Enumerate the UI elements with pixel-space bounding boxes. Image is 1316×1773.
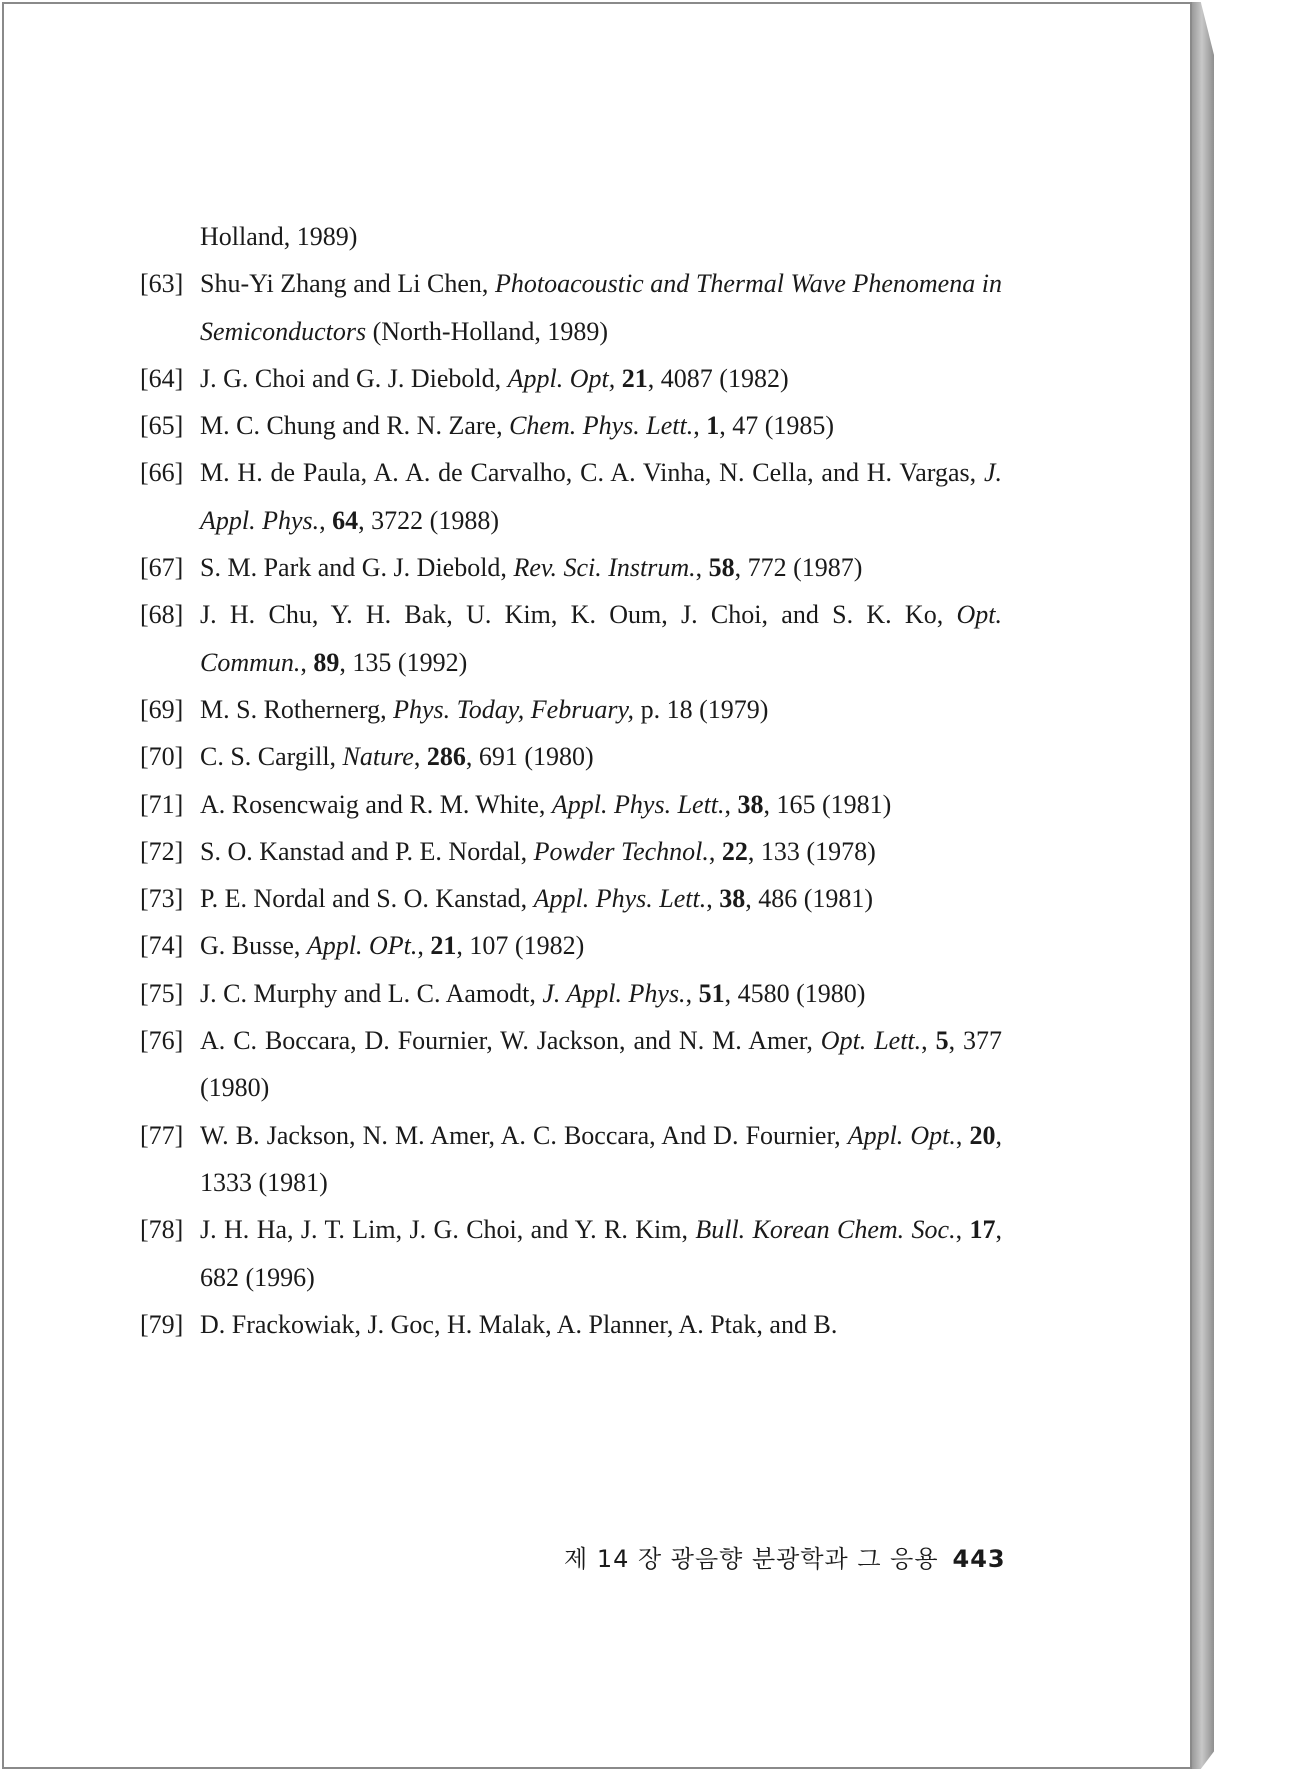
- reference-text: [200, 355, 1002, 402]
- reference-text: [200, 781, 1002, 828]
- reference-segment: D. Frackowiak, J. Goc, H. Malak, A. Planner, A. Ptak, and B.: [200, 1309, 838, 1339]
- reference-segment: (North-Holland, 1989): [366, 316, 608, 346]
- reference-segment: M. S. Rothernerg,: [200, 694, 394, 724]
- reference-text: [200, 828, 1002, 875]
- reference-segment: Shu-Yi Zhang and Li Chen,: [200, 269, 495, 299]
- reference-segment: P. E. Nordal and S. O. Kanstad,: [200, 884, 534, 914]
- reference-text: [200, 686, 1002, 733]
- reference-text: [200, 970, 1002, 1017]
- reference-text: [200, 591, 1002, 686]
- reference-volume: 38: [737, 789, 764, 819]
- reference-entry: [140, 781, 1002, 828]
- reference-segment: ,: [319, 505, 333, 535]
- reference-segment: M. H. de Paula, A. A. de Carvalho, C. A. Vinha, N. Cella, and H. Vargas,: [200, 458, 984, 488]
- reference-segment: , 3722 (1988): [358, 505, 499, 535]
- reference-segment: ,: [685, 978, 699, 1008]
- reference-volume: 20: [969, 1120, 996, 1150]
- reference-number: [69]: [140, 694, 184, 724]
- reference-segment: ,: [955, 1215, 970, 1245]
- reference-number: [78]: [140, 1215, 184, 1245]
- reference-text: [200, 875, 1002, 922]
- reference-entry: [140, 970, 1002, 1017]
- reference-segment: J. H. Ha, J. T. Lim, J. G. Choi, and Y. R. Kim,: [200, 1215, 696, 1245]
- document-page: [2, 2, 1192, 1769]
- page-number: 443: [952, 1545, 1006, 1573]
- reference-segment: S. O. Kanstad and P. E. Nordal,: [200, 836, 534, 866]
- reference-journal: Opt. Commun.: [200, 600, 1002, 677]
- reference-segment: ,: [417, 931, 431, 961]
- reference-text: [200, 544, 1002, 591]
- reference-text: [200, 1206, 1002, 1301]
- reference-number: [64]: [140, 363, 184, 393]
- reference-segment: J. H. Chu, Y. H. Bak, U. Kim, K. Oum, J. Choi, and S. K. Ko,: [200, 600, 957, 630]
- reference-number: [74]: [140, 931, 184, 961]
- reference-number: [75]: [140, 978, 184, 1008]
- reference-volume: 64: [332, 505, 359, 535]
- reference-volume: 58: [708, 553, 735, 583]
- reference-journal: J. Appl. Phys.: [200, 458, 1002, 535]
- reference-journal: Appl. OPt.: [306, 931, 418, 961]
- reference-segment: , 107 (1982): [456, 931, 585, 961]
- reference-volume: 51: [698, 978, 725, 1008]
- reference-text: [200, 402, 1002, 449]
- reference-segment: A. C. Boccara, D. Fournier, W. Jackson, and N. M. Amer,: [200, 1026, 821, 1056]
- reference-segment: Holland, 1989): [200, 222, 358, 251]
- reference-segment: ,: [706, 884, 720, 914]
- reference-number: [70]: [140, 742, 184, 772]
- reference-volume: 22: [721, 836, 748, 866]
- reference-segment: , 165 (1981): [763, 789, 892, 819]
- reference-segment: J. C. Murphy and L. C. Aamodt,: [200, 978, 543, 1008]
- reference-segment: p. 18 (1979): [634, 694, 769, 724]
- reference-entry: [140, 1017, 1002, 1112]
- reference-entry: [140, 449, 1002, 544]
- reference-number: [65]: [140, 411, 184, 441]
- reference-segment: , 772 (1987): [734, 553, 863, 583]
- reference-segment: , 1333 (1981): [200, 1120, 1003, 1197]
- reference-segment: ,: [300, 647, 314, 677]
- reference-segment: G. Busse,: [200, 931, 307, 961]
- reference-text: [200, 449, 1002, 544]
- reference-number: [72]: [140, 836, 184, 866]
- reference-volume: 38: [719, 884, 746, 914]
- reference-list: [140, 213, 1002, 1348]
- reference-journal: Appl. Opt,: [507, 363, 616, 393]
- reference-segment: ,: [955, 1120, 970, 1150]
- reference-segment: , 47 (1985): [719, 411, 835, 441]
- reference-entry: [140, 213, 1002, 260]
- page-edge-shadow: [1192, 2, 1214, 1769]
- reference-segment: , 135 (1992): [339, 647, 468, 677]
- reference-entry: [140, 1206, 1002, 1301]
- reference-text: [200, 1017, 1002, 1112]
- chapter-title: 제 14 장 광음향 분광학과 그 응용: [564, 1545, 939, 1573]
- reference-journal: Powder Technol.: [533, 836, 709, 866]
- reference-number: [67]: [140, 553, 184, 583]
- reference-entry: [140, 733, 1002, 780]
- reference-segment: ,: [695, 553, 709, 583]
- reference-segment: , 4580 (1980): [724, 978, 866, 1008]
- reference-entry: [140, 355, 1002, 402]
- reference-volume: 21: [621, 363, 648, 393]
- reference-number: [63]: [140, 269, 184, 299]
- reference-entry: [140, 402, 1002, 449]
- reference-text: [200, 922, 1002, 969]
- reference-entry: [140, 260, 1002, 355]
- reference-number: [68]: [140, 600, 184, 630]
- reference-journal: Nature: [342, 742, 414, 772]
- reference-text: [200, 733, 1002, 780]
- reference-segment: ,: [724, 789, 738, 819]
- reference-volume: 21: [430, 931, 457, 961]
- reference-segment: , 691 (1980): [465, 742, 594, 772]
- reference-number: [76]: [140, 1026, 184, 1056]
- reference-volume: 17: [969, 1215, 996, 1245]
- reference-segment: M. C. Chung and R. N. Zare,: [200, 411, 510, 441]
- reference-segment: ,: [921, 1026, 936, 1056]
- page-footer: [564, 1539, 1006, 1574]
- reference-text: [200, 213, 1002, 260]
- reference-journal: Opt. Lett.: [820, 1026, 922, 1056]
- reference-text: [200, 1112, 1002, 1207]
- reference-text: [200, 260, 1002, 355]
- reference-number: [73]: [140, 884, 184, 914]
- reference-segment: , 133 (1978): [747, 836, 876, 866]
- reference-journal: Bull. Korean Chem. Soc.: [695, 1215, 956, 1245]
- reference-entry: [140, 591, 1002, 686]
- reference-journal: J. Appl. Phys.: [542, 978, 686, 1008]
- reference-entry: [140, 686, 1002, 733]
- reference-segment: J. G. Choi and G. J. Diebold,: [200, 363, 508, 393]
- reference-journal: Chem. Phys. Lett.: [509, 411, 694, 441]
- reference-segment: S. M. Park and G. J. Diebold,: [200, 553, 514, 583]
- reference-volume: 286: [426, 742, 466, 772]
- reference-entry: [140, 1112, 1002, 1207]
- reference-segment: ,: [413, 742, 427, 772]
- reference-journal: Phys. Today, February,: [393, 694, 635, 724]
- reference-journal: Photoacoustic and Thermal Wave Phenomena in Semiconductors: [200, 269, 1002, 346]
- reference-journal: Appl. Phys. Lett.: [551, 789, 725, 819]
- reference-volume: 89: [313, 647, 340, 677]
- reference-number: [71]: [140, 789, 184, 819]
- reference-entry: [140, 875, 1002, 922]
- reference-journal: Appl. Phys. Lett.: [533, 884, 707, 914]
- reference-number: [77]: [140, 1120, 184, 1150]
- reference-volume: 5: [935, 1026, 949, 1056]
- reference-segment: ,: [708, 836, 722, 866]
- reference-segment: , 377 (1980): [200, 1026, 1003, 1103]
- reference-segment: , 4087 (1982): [647, 363, 789, 393]
- reference-number: [79]: [140, 1309, 184, 1339]
- reference-entry: [140, 922, 1002, 969]
- reference-segment: ,: [693, 411, 707, 441]
- reference-volume: 1: [706, 411, 720, 441]
- reference-segment: , 682 (1996): [200, 1215, 1003, 1292]
- reference-segment: , 486 (1981): [745, 884, 874, 914]
- reference-journal: Appl. Opt.: [847, 1120, 956, 1150]
- reference-text: [200, 1301, 1002, 1348]
- reference-segment: C. S. Cargill,: [200, 742, 343, 772]
- reference-entry: [140, 828, 1002, 875]
- reference-number: [66]: [140, 458, 184, 488]
- reference-entry: [140, 1301, 1002, 1348]
- reference-segment: A. Rosencwaig and R. M. White,: [200, 789, 552, 819]
- reference-segment: W. B. Jackson, N. M. Amer, A. C. Boccara, And D. Fournier,: [200, 1120, 848, 1150]
- reference-journal: Rev. Sci. Instrum.: [513, 553, 696, 583]
- reference-entry: [140, 544, 1002, 591]
